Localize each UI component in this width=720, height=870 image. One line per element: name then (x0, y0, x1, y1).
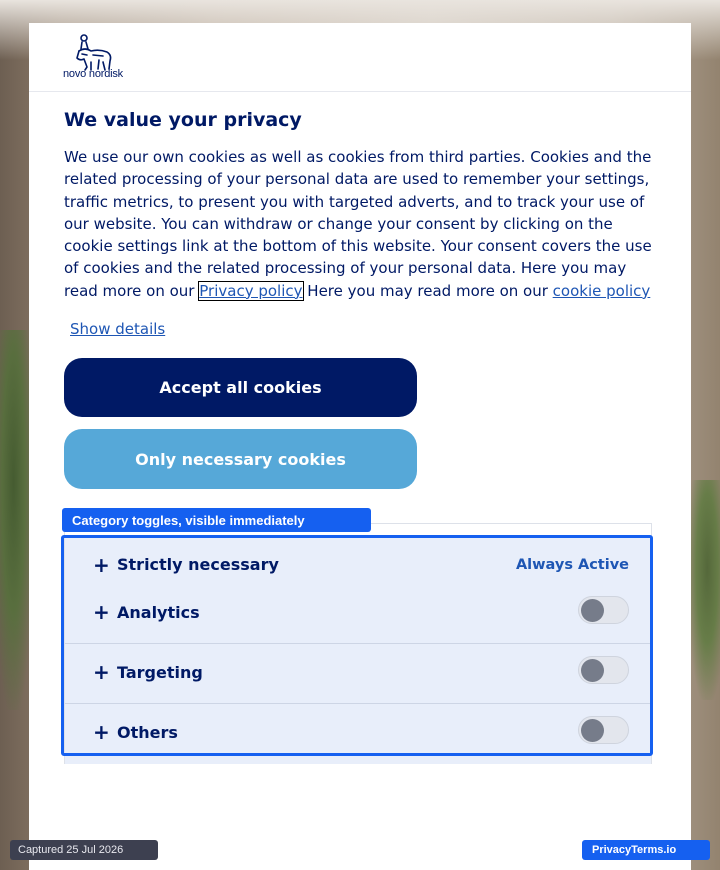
dialog-title: We value your privacy (64, 109, 302, 131)
annotation-highlight-box (61, 535, 653, 756)
cookie-policy-link[interactable]: cookie policy (552, 281, 651, 300)
only-necessary-cookies-button[interactable]: Only necessary cookies (64, 429, 417, 489)
accept-all-cookies-button[interactable]: Accept all cookies (64, 358, 417, 417)
expand-plus-icon[interactable]: + (93, 553, 110, 577)
annotation-label: Category toggles, visible immediately (62, 508, 371, 532)
logo-wordmark: novo nordisk (63, 68, 123, 80)
source-badge: PrivacyTerms.io (582, 840, 710, 860)
description-cookie-text: Here you may read more on our (307, 281, 548, 300)
expand-plus-icon[interactable]: + (93, 600, 110, 624)
dialog-header (29, 23, 691, 92)
expand-plus-icon[interactable]: + (93, 720, 110, 744)
dialog-description (64, 146, 654, 302)
category-label: Strictly necessary (117, 555, 279, 574)
category-label: Targeting (117, 663, 203, 682)
expand-plus-icon[interactable]: + (93, 660, 110, 684)
captured-date-badge: Captured 25 Jul 2026 (10, 840, 158, 860)
background-plant-right (688, 480, 720, 700)
privacy-policy-link[interactable]: Privacy policy (199, 281, 303, 300)
category-label: Analytics (117, 603, 200, 622)
description-text: We use our own cookies as well as cookies from third parties. Cookies and the related processing of your personal data are used to remember your settings, traffic metrics, to present you with targeted adverts, and to track your use of our website. You can withdraw or change your consent by clicking on the cookie settings link at the bottom of this website. Your consent covers the use of cookies and the related processing of your personal data. Here you may read more on our (64, 148, 652, 300)
always-active-status: Always Active (515, 557, 629, 573)
category-label: Others (117, 723, 178, 742)
show-details-link[interactable]: Show details (70, 320, 166, 338)
